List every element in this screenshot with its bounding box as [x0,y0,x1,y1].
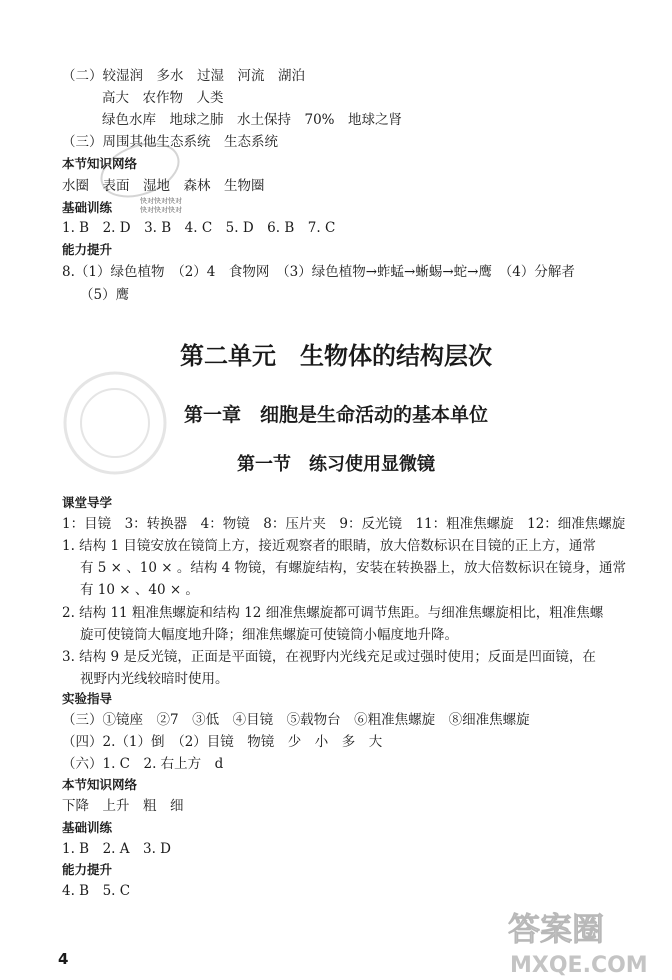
text-line: 下降 上升 粗 细 [62,798,184,814]
section-heading: 课堂导学 [62,495,113,510]
text-line: 1. 结构 1 目镜安放在镜筒上方，接近观察者的眼睛，放大倍数标识在目镜的正上方，通常 [62,538,596,554]
logo-chinese-text: 答案圈 [508,910,605,948]
site-logo-watermark [500,902,660,980]
section-heading: 本节知识网络 [62,156,138,171]
text-line: （四）2.（1）倒 （2）目镜 物镜 少 小 多 大 [62,734,383,750]
text-line: 2. 结构 11 粗准焦螺旋和结构 12 细准焦螺旋都可调节焦距。与细准焦螺旋相比，粗准焦螺 [62,605,604,621]
page-number: 4 [58,950,69,968]
text-line: 1. B 2. A 3. D [62,841,172,857]
section-heading: 实验指导 [62,691,113,706]
text-line: 高大 农作物 人类 [102,90,224,106]
section-heading: 能力提升 [62,242,113,257]
small-stamp-text: 快对快对快对 快对快对快对 [140,197,182,214]
text-line: （5）鹰 [80,287,130,303]
section-title: 第一节 练习使用显微镜 [237,454,435,475]
text-line: 1：目镜 3：转换器 4：物镜 8：压片夹 9：反光镜 11：粗准焦螺旋 12：细准焦螺旋 [62,516,626,532]
text-line: 3. 结构 9 是反光镜，正面是平面镜，在视野内光线充足或过强时使用；反面是凹面镜，在 [62,649,596,665]
text-line: 8.（1）绿色植物 （2）4 食物网 （3）绿色植物→蚱蜢→蜥蜴→蛇→鹰 （4）分解者 [62,264,575,280]
text-line: （三）周围其他生态系统 生态系统 [62,134,278,150]
text-line: 有 10 × 、40 × 。 [80,582,199,598]
text-line: 有 5 × 、10 × 。结构 4 物镜，有螺旋结构，安装在转换器上，放大倍数标识在镜身，通常 [80,560,627,576]
section-heading: 能力提升 [62,862,113,877]
chapter-title: 第一章 细胞是生命活动的基本单位 [183,404,488,426]
unit-title: 第二单元 生物体的结构层次 [180,341,492,370]
text-line: 4. B 5. C [62,883,131,899]
text-line: 1. B 2. D 3. B 4. C 5. D 6. B 7. C [62,220,336,236]
section-heading: 本节知识网络 [62,777,138,792]
text-line: （六）1. C 2. 右上方 d [62,756,224,772]
section-heading: 基础训练 [62,200,113,215]
text-line: （二）较湿润 多水 过湿 河流 湖泊 [62,68,305,84]
text-line: 绿色水库 地球之肺 水土保持 70% 地球之肾 [102,112,403,128]
logo-url-text: MXQE.COM [510,953,648,978]
text-line: （三）①镜座 ②7 ③低 ④目镜 ⑤载物台 ⑥粗准焦螺旋 ⑧细准焦螺旋 [62,712,530,728]
text-line: 视野内光线较暗时使用。 [80,671,229,687]
text-line: 水圈 表面 湿地 森林 生物圈 [62,178,265,194]
section-heading: 基础训练 [62,820,113,835]
text-line: 旋可使镜筒大幅度地升降；细准焦螺旋可使镜筒小幅度地升降。 [80,627,458,643]
